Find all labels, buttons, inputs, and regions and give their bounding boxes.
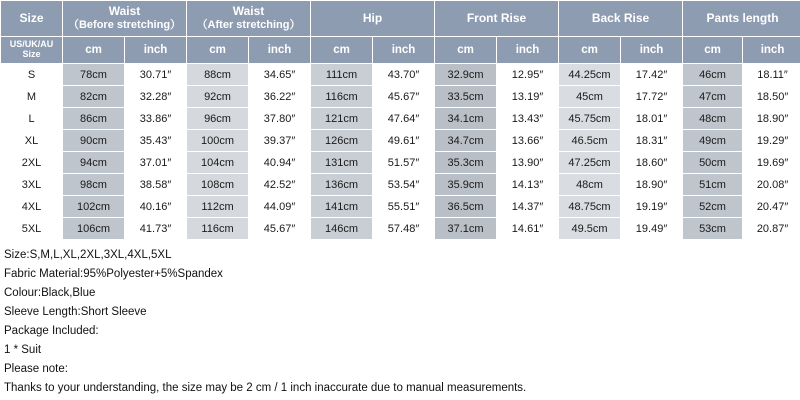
unit-cell: cm: [435, 37, 497, 64]
table-row: [1, 64, 800, 86]
cell: 18.01″: [621, 108, 683, 130]
cell: 20.08″: [743, 174, 800, 196]
cell: 33.5cm: [435, 86, 497, 108]
note-line: Fabric Material:95%Polyester+5%Spandex: [4, 267, 223, 280]
note-line: Please note:: [4, 362, 68, 375]
unit-cell: inch: [497, 37, 559, 64]
cell: 45.75cm: [559, 108, 621, 130]
cell: 33.86″: [125, 108, 187, 130]
table-row: [1, 174, 800, 196]
table-row: [1, 218, 800, 240]
unit-cell: cm: [63, 37, 125, 64]
unit-cell: inch: [621, 37, 683, 64]
cell: 47cm: [683, 86, 743, 108]
cell: 51.57″: [373, 152, 435, 174]
header-hip: Hip: [311, 1, 435, 37]
cell: 14.61″: [497, 218, 559, 240]
cell: 90cm: [63, 130, 125, 152]
row-size-label: L: [1, 108, 63, 130]
header-size: Size: [1, 1, 63, 37]
cell: 38.58″: [125, 174, 187, 196]
cell: 32.9cm: [435, 64, 497, 86]
cell: 40.16″: [125, 196, 187, 218]
cell: 18.90″: [743, 108, 800, 130]
cell: 106cm: [63, 218, 125, 240]
cell: 100cm: [187, 130, 249, 152]
header-pants-length: Pants length: [683, 1, 800, 37]
cell: 51cm: [683, 174, 743, 196]
cell: 116cm: [311, 86, 373, 108]
cell: 96cm: [187, 108, 249, 130]
cell: 78cm: [63, 64, 125, 86]
cell: 48.75cm: [559, 196, 621, 218]
cell: 55.51″: [373, 196, 435, 218]
cell: 19.19″: [621, 196, 683, 218]
note-line: Size:S,M,L,XL,2XL,3XL,4XL,5XL: [4, 249, 172, 261]
unit-cell: inch: [249, 37, 311, 64]
cell: 112cm: [187, 196, 249, 218]
cell: 141cm: [311, 196, 373, 218]
cell: 13.66″: [497, 130, 559, 152]
cell: 19.29″: [743, 130, 800, 152]
product-notes: [0, 240, 800, 398]
cell: 57.48″: [373, 218, 435, 240]
unit-cell: inch: [125, 37, 187, 64]
unit-cell: inch: [743, 37, 800, 64]
header-region-size: US/UK/AU Size: [1, 37, 63, 64]
header-waist-after: Waist （After stretching）: [187, 1, 311, 37]
table-row: [1, 108, 800, 130]
cell: 40.94″: [249, 152, 311, 174]
cell: 49cm: [683, 130, 743, 152]
cell: 104cm: [187, 152, 249, 174]
table-unit-header-row: [1, 37, 800, 64]
row-size-label: 5XL: [1, 218, 63, 240]
cell: 86cm: [63, 108, 125, 130]
cell: 94cm: [63, 152, 125, 174]
cell: 46.5cm: [559, 130, 621, 152]
cell: 13.19″: [497, 86, 559, 108]
cell: 45.67″: [373, 86, 435, 108]
cell: 19.69″: [743, 152, 800, 174]
cell: 131cm: [311, 152, 373, 174]
cell: 121cm: [311, 108, 373, 130]
cell: 48cm: [559, 174, 621, 196]
cell: 45.67″: [249, 218, 311, 240]
cell: 18.31″: [621, 130, 683, 152]
unit-cell: cm: [683, 37, 743, 64]
cell: 34.65″: [249, 64, 311, 86]
cell: 34.7cm: [435, 130, 497, 152]
unit-cell: cm: [559, 37, 621, 64]
cell: 92cm: [187, 86, 249, 108]
cell: 50cm: [683, 152, 743, 174]
cell: 111cm: [311, 64, 373, 86]
cell: 19.49″: [621, 218, 683, 240]
cell: 35.3cm: [435, 152, 497, 174]
note-line: 1 * Suit: [4, 343, 42, 356]
cell: 36.5cm: [435, 196, 497, 218]
cell: 126cm: [311, 130, 373, 152]
row-size-label: XL: [1, 130, 63, 152]
cell: 34.1cm: [435, 108, 497, 130]
header-front-rise: Front Rise: [435, 1, 559, 37]
cell: 18.90″: [621, 174, 683, 196]
table-row: [1, 196, 800, 218]
cell: 46cm: [683, 64, 743, 86]
cell: 45cm: [559, 86, 621, 108]
cell: 30.71″: [125, 64, 187, 86]
cell: 37.80″: [249, 108, 311, 130]
cell: 12.95″: [497, 64, 559, 86]
cell: 98cm: [63, 174, 125, 196]
cell: 39.37″: [249, 130, 311, 152]
cell: 43.70″: [373, 64, 435, 86]
cell: 53cm: [683, 218, 743, 240]
cell: 17.72″: [621, 86, 683, 108]
note-line: Sleeve Length:Short Sleeve: [4, 305, 147, 318]
cell: 37.01″: [125, 152, 187, 174]
cell: 44.09″: [249, 196, 311, 218]
row-size-label: 3XL: [1, 174, 63, 196]
cell: 13.43″: [497, 108, 559, 130]
note-line: Thanks to your understanding, the size may be 2 cm / 1 inch inaccurate due to manual measurements.: [4, 381, 527, 394]
cell: 82cm: [63, 86, 125, 108]
cell: 32.28″: [125, 86, 187, 108]
cell: 14.13″: [497, 174, 559, 196]
cell: 41.73″: [125, 218, 187, 240]
cell: 47.64″: [373, 108, 435, 130]
cell: 35.43″: [125, 130, 187, 152]
row-size-label: 2XL: [1, 152, 63, 174]
cell: 17.42″: [621, 64, 683, 86]
table-group-header-row: [1, 1, 800, 37]
cell: 49.61″: [373, 130, 435, 152]
row-size-label: M: [1, 86, 63, 108]
cell: 37.1cm: [435, 218, 497, 240]
cell: 13.90″: [497, 152, 559, 174]
header-waist-before-sub: （Before stretching）: [67, 19, 182, 32]
unit-cell: cm: [187, 37, 249, 64]
cell: 20.87″: [743, 218, 800, 240]
cell: 52cm: [683, 196, 743, 218]
cell: 35.9cm: [435, 174, 497, 196]
cell: 88cm: [187, 64, 249, 86]
cell: 47.25cm: [559, 152, 621, 174]
cell: 146cm: [311, 218, 373, 240]
cell: 18.50″: [743, 86, 800, 108]
note-line: Colour:Black,Blue: [4, 286, 96, 299]
cell: 18.60″: [621, 152, 683, 174]
header-back-rise: Back Rise: [559, 1, 683, 37]
unit-cell: cm: [311, 37, 373, 64]
header-waist-after-sub: （After stretching）: [196, 19, 301, 32]
cell: 49.5cm: [559, 218, 621, 240]
table-row: [1, 130, 800, 152]
cell: 44.25cm: [559, 64, 621, 86]
table-row: [1, 86, 800, 108]
unit-cell: inch: [373, 37, 435, 64]
header-waist-before: Waist （Before stretching）: [63, 1, 187, 37]
row-size-label: 4XL: [1, 196, 63, 218]
cell: 48cm: [683, 108, 743, 130]
table-body: [1, 64, 800, 240]
cell: 20.47″: [743, 196, 800, 218]
cell: 108cm: [187, 174, 249, 196]
cell: 18.11″: [743, 64, 800, 86]
cell: 42.52″: [249, 174, 311, 196]
row-size-label: S: [1, 64, 63, 86]
table-row: [1, 152, 800, 174]
cell: 102cm: [63, 196, 125, 218]
cell: 53.54″: [373, 174, 435, 196]
cell: 136cm: [311, 174, 373, 196]
cell: 36.22″: [249, 86, 311, 108]
note-line: Package Included:: [4, 324, 99, 337]
cell: 116cm: [187, 218, 249, 240]
cell: 14.37″: [497, 196, 559, 218]
